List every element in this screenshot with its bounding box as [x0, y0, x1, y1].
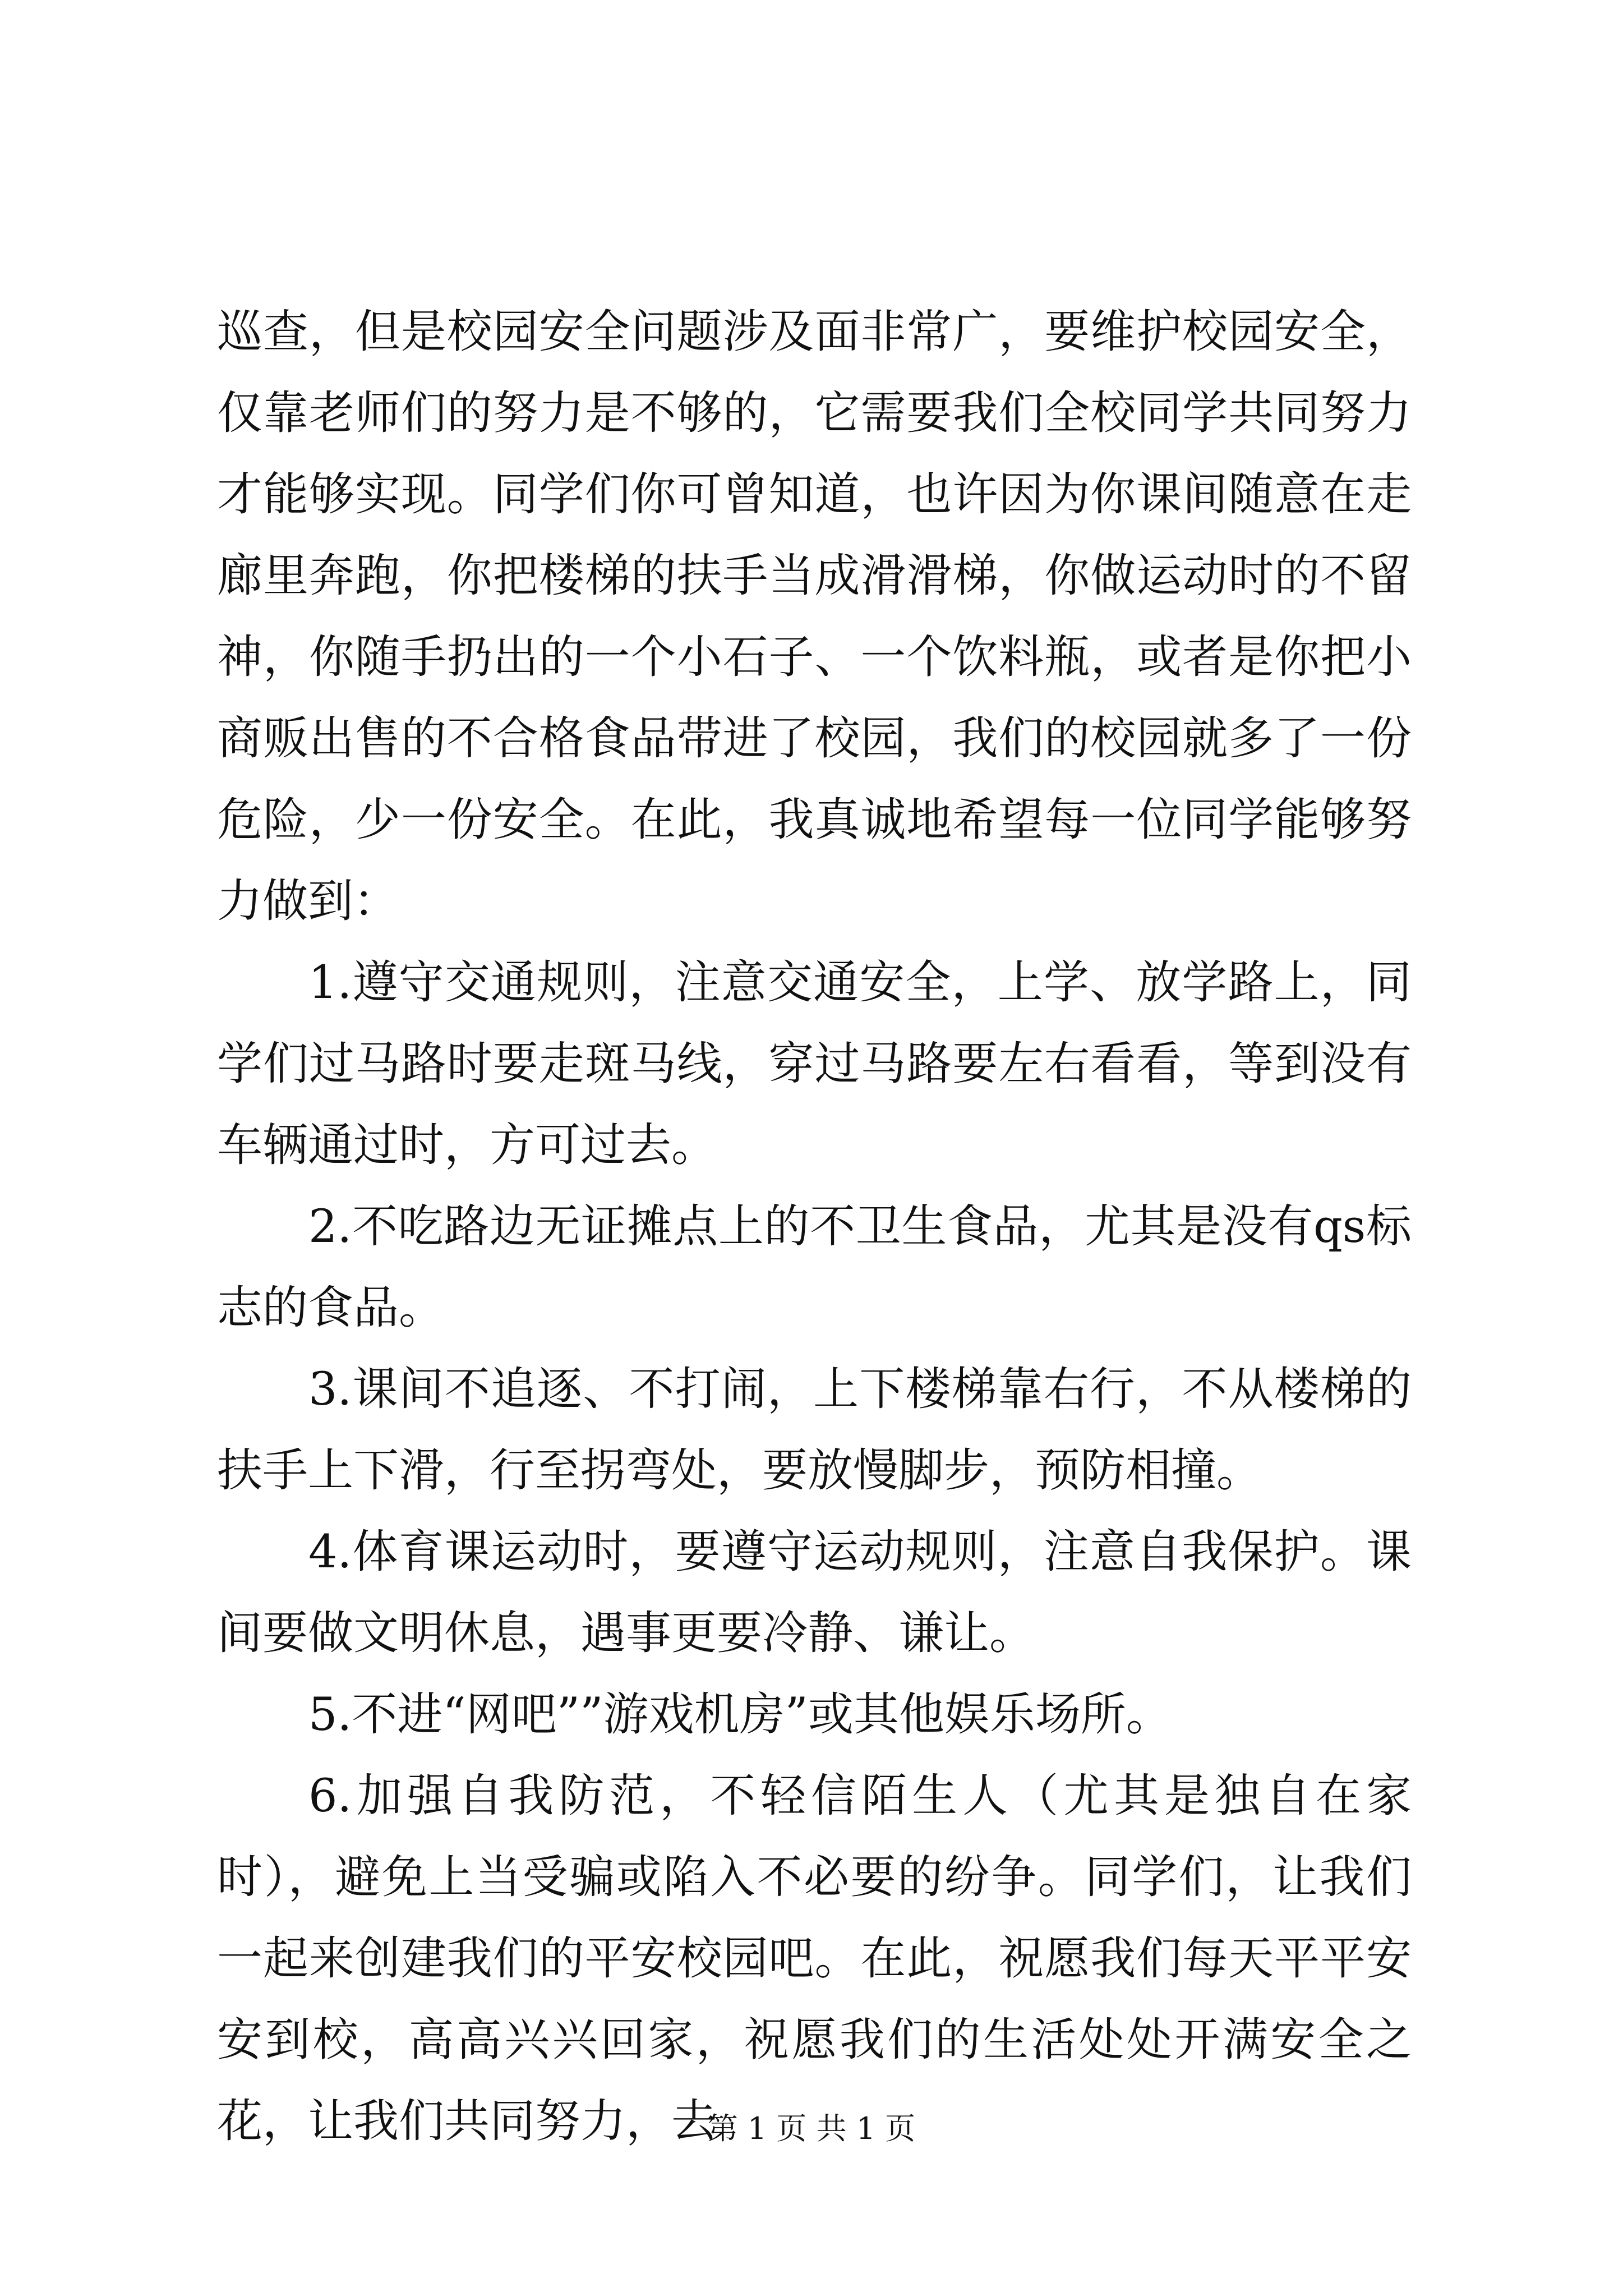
page-number-footer: 第 1 页 共 1 页	[707, 2111, 916, 2146]
paragraph-item-5: 5.不进“网吧””游戏机房”或其他娱乐场所。	[308, 1688, 1172, 1741]
paragraph-intro: 巡查，但是校园安全问题涉及面非常广，要维护校园安全，仅靠老师们的努力是不够的，它需要我们全校同学共同努力才能够实现。同学们你可曾知道，也许因为你课间随意在走廊里奔跑，你把楼梯的扶手当成滑滑梯，你做运动时的不留神，你随手扔出的一个小石子、一个饮料瓶，或者是你把小商贩出售的不合格食品带进了校园，我们的校园就多了一份危险，少一份安全。在此，我真诚地希望每一位同学能够努力做到：	[217, 306, 1412, 928]
paragraph-item-2: 2.不吃路边无证摊点上的不卫生食品，尤其是没有qs标志的食品。	[217, 1200, 1412, 1335]
paragraph-item-1: 1.遵守交通规则，注意交通安全，上学、放学路上，同学们过马路时要走斑马线，穿过马路要左右看看，等到没有车辆通过时，方可过去。	[217, 956, 1412, 1172]
paragraph-item-4: 4.体育课运动时，要遵守运动规则，注意自我保护。课间要做文明休息，遇事更要冷静、谦让。	[217, 1526, 1412, 1660]
paragraph-item-3: 3.课间不追逐、不打闹，上下楼梯靠右行，不从楼梯的扶手上下滑，行至拐弯处，要放慢脚步，预防相撞。	[217, 1363, 1412, 1497]
paragraph-item-6: 6.加强自我防范，不轻信陌生人（尤其是独自在家时），避免上当受骗或陷入不必要的纷争。同学们，让我们一起来创建我们的平安校园吧。在此，祝愿我们每天平平安安到校，高高兴兴回家，祝愿我们的生活处处开满安全之花，让我们共同努力，去	[217, 1770, 1412, 2148]
document-body	[217, 292, 1412, 2162]
